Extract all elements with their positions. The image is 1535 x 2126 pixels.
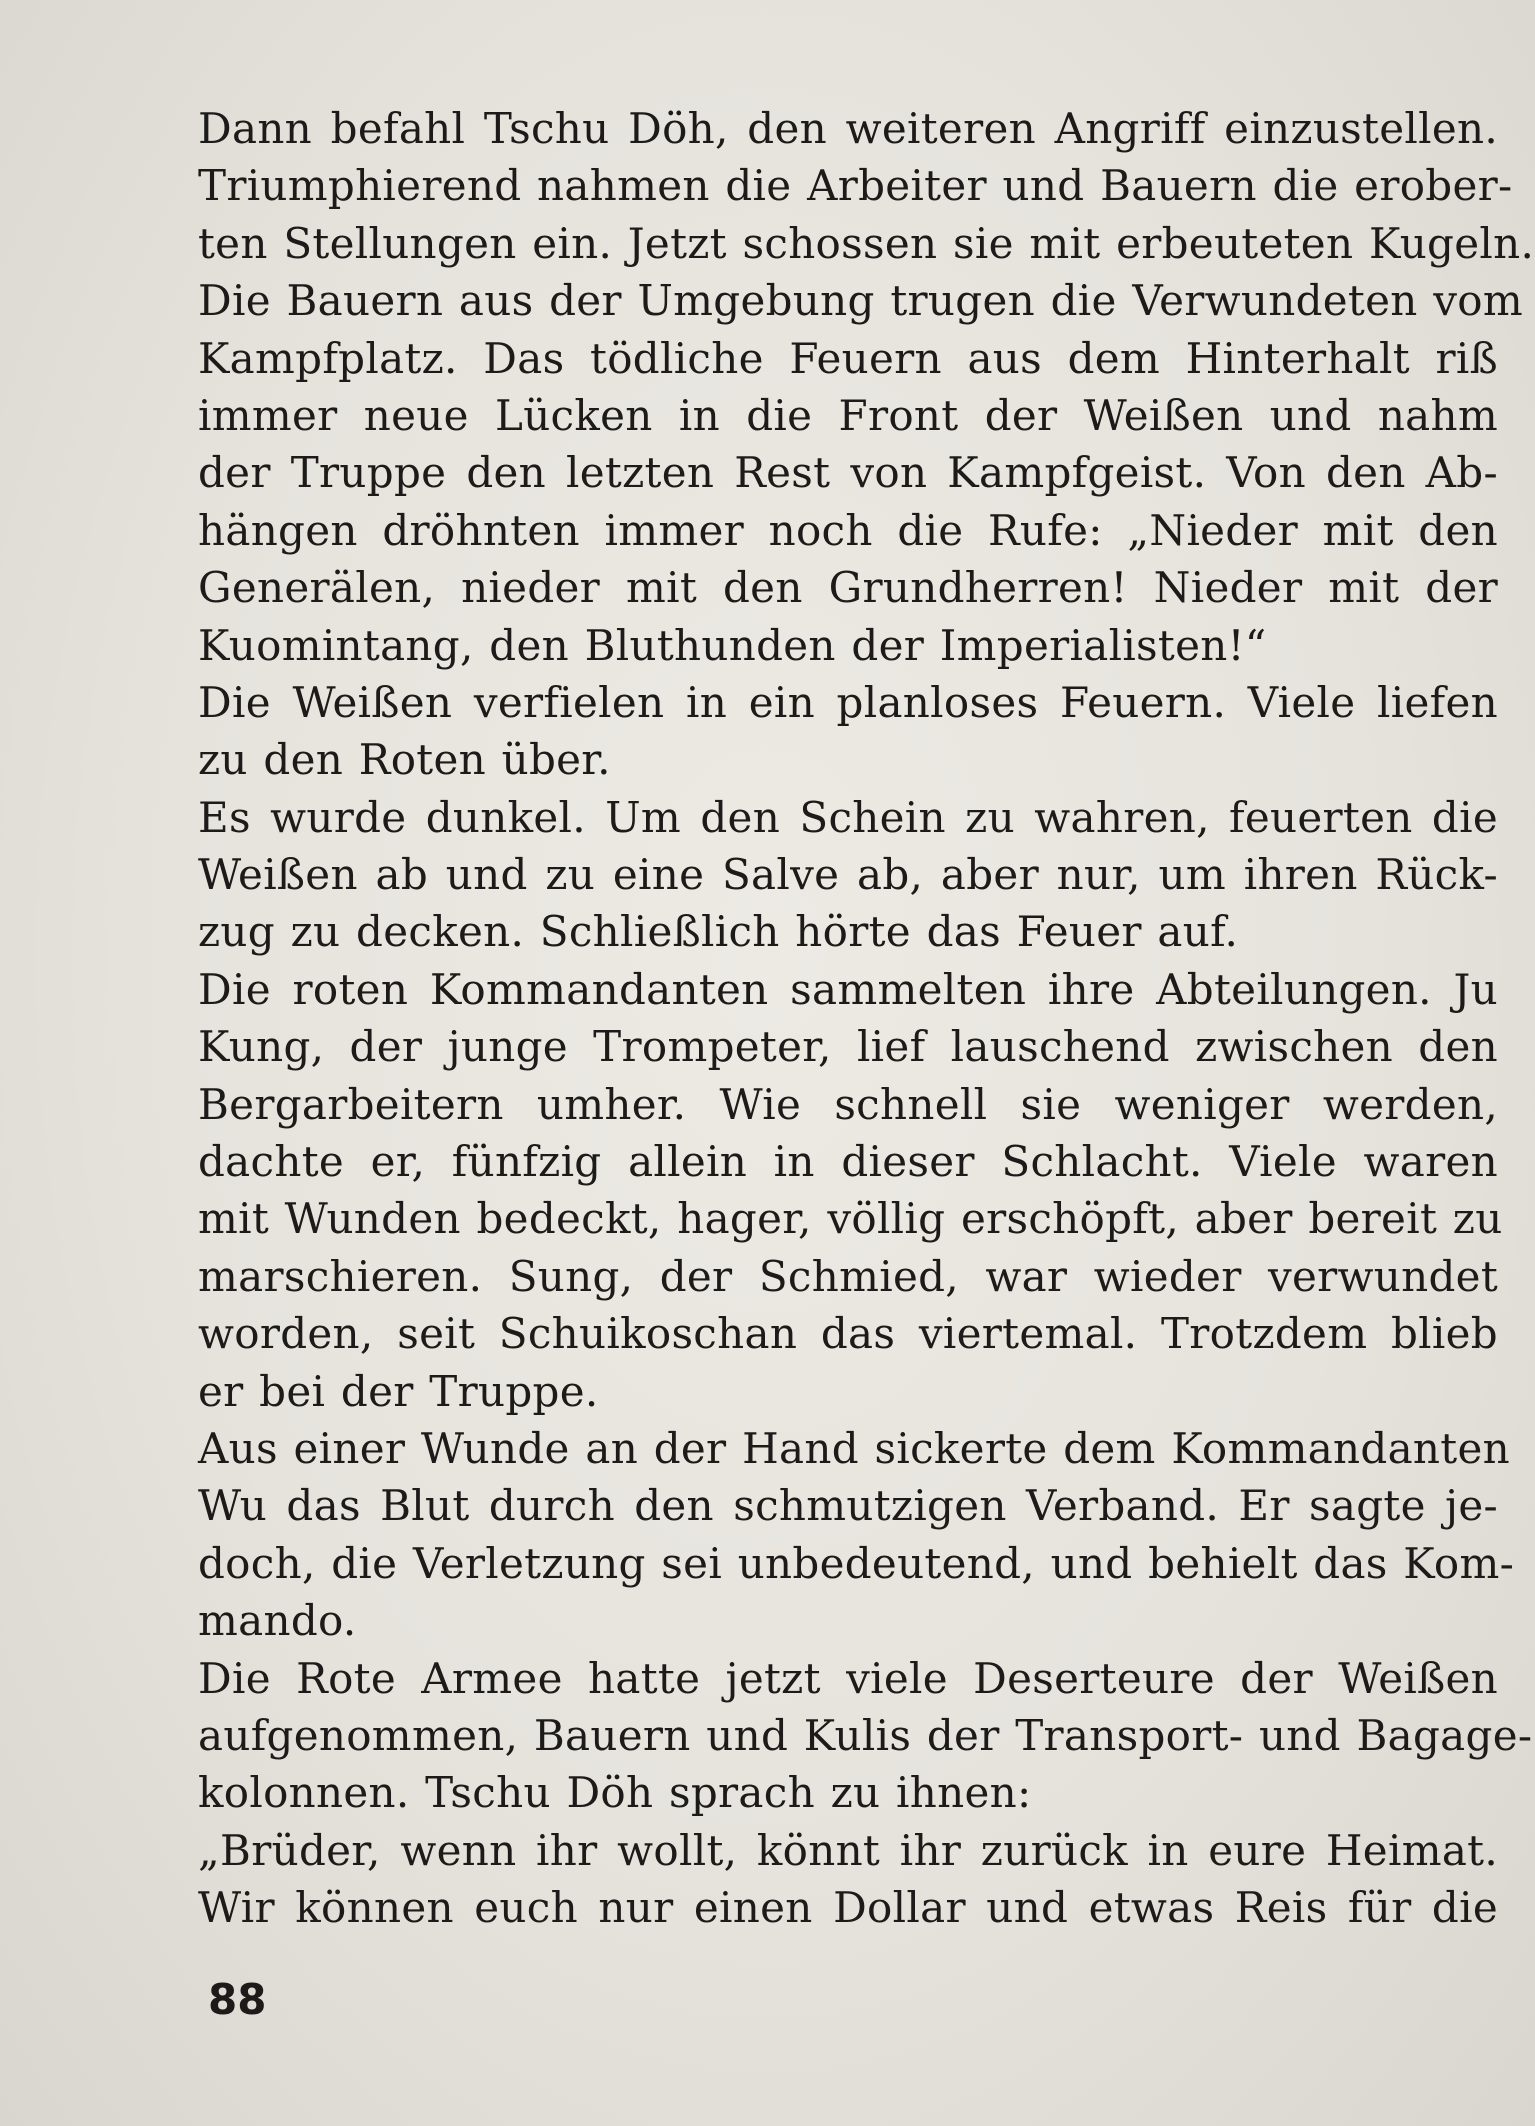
text-line: Triumphierend nahmen die Arbeiter und Bauern die erober- [198, 161, 1513, 211]
text-line: Kampfplatz. Das tödliche Feuern aus dem Hinterhalt riß [198, 333, 1498, 383]
text-line: Kuomintang, den Bluthunden der Imperialisten!“ [198, 620, 1267, 670]
text-line: Weißen ab und zu eine Salve ab, aber nur, um ihren Rück- [198, 850, 1498, 900]
text-line: zug zu decken. Schließlich hörte das Feuer auf. [198, 907, 1239, 957]
text-line: Kung, der junge Trompeter, lief lauschend zwischen den [198, 1022, 1498, 1072]
text-line: Aus einer Wunde an der Hand sickerte dem Kommandanten [198, 1423, 1510, 1473]
text-line: immer neue Lücken in die Front der Weißen und nahm [198, 390, 1498, 440]
text-line: Es wurde dunkel. Um den Schein zu wahren, feuerten die [198, 792, 1498, 842]
text-line: Die Weißen verfielen in ein planloses Feuern. Viele liefen [198, 677, 1498, 727]
page-number: 88 [208, 1975, 267, 2024]
text-line: kolonnen. Tschu Döh sprach zu ihnen: [198, 1768, 1032, 1818]
text-line: Generälen, nieder mit den Grundherren! Nieder mit der [198, 563, 1498, 613]
text-line: Bergarbeitern umher. Wie schnell sie weniger werden, [198, 1079, 1498, 1129]
text-line: marschieren. Sung, der Schmied, war wieder verwundet [198, 1251, 1498, 1301]
text-line: dachte er, fünfzig allein in dieser Schlacht. Viele waren [198, 1137, 1498, 1187]
body-text [198, 100, 1535, 1937]
text-line: Die roten Kommandanten sammelten ihre Abteilungen. Ju [198, 964, 1498, 1014]
text-line: hängen dröhnten immer noch die Rufe: „Nieder mit den [198, 505, 1498, 555]
text-line: Die Bauern aus der Umgebung trugen die Verwundeten vom [198, 276, 1523, 326]
text-line: Wir können euch nur einen Dollar und etwas Reis für die [198, 1883, 1498, 1933]
text-line: er bei der Truppe. [198, 1366, 599, 1416]
text-line: ten Stellungen ein. Jetzt schossen sie mit erbeuteten Kugeln. [198, 218, 1535, 268]
text-line: Wu das Blut durch den schmutzigen Verband. Er sagte je- [198, 1481, 1498, 1531]
text-line: mando. [198, 1596, 357, 1646]
text-line: aufgenommen, Bauern und Kulis der Transport- und Bagage- [198, 1710, 1533, 1760]
text-line: „Brüder, wenn ihr wollt, könnt ihr zurück in eure Heimat. [198, 1825, 1498, 1875]
text-line: Die Rote Armee hatte jetzt viele Deserteure der Weißen [198, 1653, 1498, 1703]
text-line: doch, die Verletzung sei unbedeutend, und behielt das Kom- [198, 1538, 1515, 1588]
text-line: worden, seit Schuikoschan das viertemal. Trotzdem blieb [198, 1309, 1498, 1359]
text-line: der Truppe den letzten Rest von Kampfgeist. Von den Ab- [198, 448, 1498, 498]
text-line: zu den Roten über. [198, 735, 611, 785]
text-line: Dann befahl Tschu Döh, den weiteren Angriff einzustellen. [198, 104, 1498, 153]
text-line: mit Wunden bedeckt, hager, völlig erschöpft, aber bereit zu [198, 1194, 1503, 1244]
